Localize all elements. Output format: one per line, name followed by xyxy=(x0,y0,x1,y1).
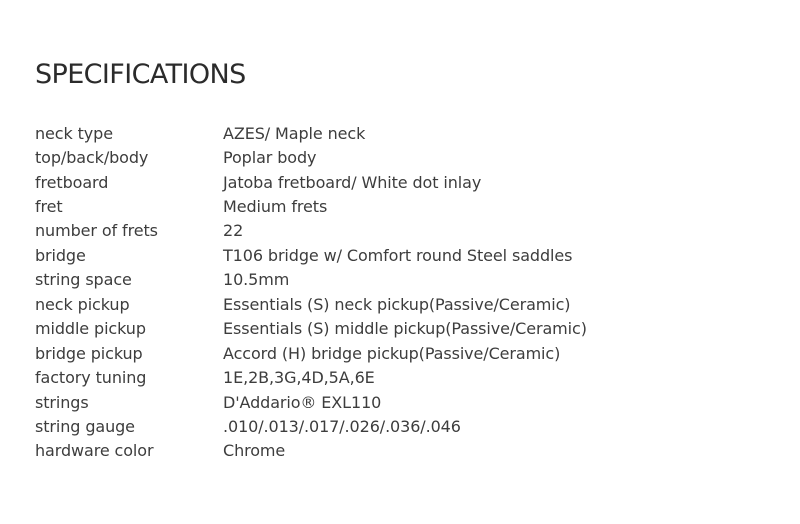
spec-row-bridge xyxy=(35,243,765,267)
spec-row-fretboard xyxy=(35,170,765,194)
spec-value: Essentials (S) neck pickup(Passive/Ceramic) xyxy=(223,294,571,314)
spec-label: factory tuning xyxy=(35,368,147,388)
spec-row-bridge-pickup xyxy=(35,341,765,365)
spec-value: Chrome xyxy=(223,441,286,461)
spec-value: T106 bridge w/ Comfort round Steel saddles xyxy=(223,245,573,265)
spec-label: string gauge xyxy=(35,416,135,436)
spec-value: 1E,2B,3G,4D,5A,6E xyxy=(223,368,375,388)
spec-value: D'Addario® EXL110 xyxy=(223,392,382,412)
spec-value: Essentials (S) middle pickup(Passive/Ceramic) xyxy=(223,319,587,339)
spec-label: hardware color xyxy=(35,441,154,461)
spec-value: .010/.013/.017/.026/.036/.046 xyxy=(223,416,461,436)
specifications-section xyxy=(35,58,765,461)
spec-row-string-gauge xyxy=(35,414,765,438)
spec-row-top-back-body xyxy=(35,145,765,169)
spec-value: Jatoba fretboard/ White dot inlay xyxy=(223,172,482,192)
spec-row-string-space xyxy=(35,268,765,292)
spec-row-middle-pickup xyxy=(35,317,765,341)
spec-row-strings xyxy=(35,390,765,414)
spec-label: bridge xyxy=(35,245,86,265)
spec-value: 10.5mm xyxy=(223,270,290,290)
spec-row-fret xyxy=(35,194,765,218)
page-title: SPECIFICATIONS xyxy=(35,59,246,90)
spec-label: middle pickup xyxy=(35,319,146,339)
spec-label: fretboard xyxy=(35,172,109,192)
spec-row-factory-tuning xyxy=(35,365,765,389)
spec-label: neck pickup xyxy=(35,294,130,314)
spec-label: fret xyxy=(35,197,63,217)
spec-value: Accord (H) bridge pickup(Passive/Ceramic) xyxy=(223,343,561,363)
spec-value: Medium frets xyxy=(223,197,328,217)
spec-row-hardware-color xyxy=(35,439,765,463)
spec-label: string space xyxy=(35,270,132,290)
spec-list xyxy=(35,121,765,463)
spec-label: bridge pickup xyxy=(35,343,143,363)
spec-label: top/back/body xyxy=(35,148,149,168)
spec-row-number-of-frets xyxy=(35,219,765,243)
spec-row-neck-type xyxy=(35,121,765,145)
spec-value: 22 xyxy=(223,221,244,241)
spec-row-neck-pickup xyxy=(35,292,765,316)
spec-value: Poplar body xyxy=(223,148,317,168)
spec-label: number of frets xyxy=(35,221,158,241)
spec-value: AZES/ Maple neck xyxy=(223,123,366,143)
spec-label: neck type xyxy=(35,123,113,143)
spec-label: strings xyxy=(35,392,89,412)
